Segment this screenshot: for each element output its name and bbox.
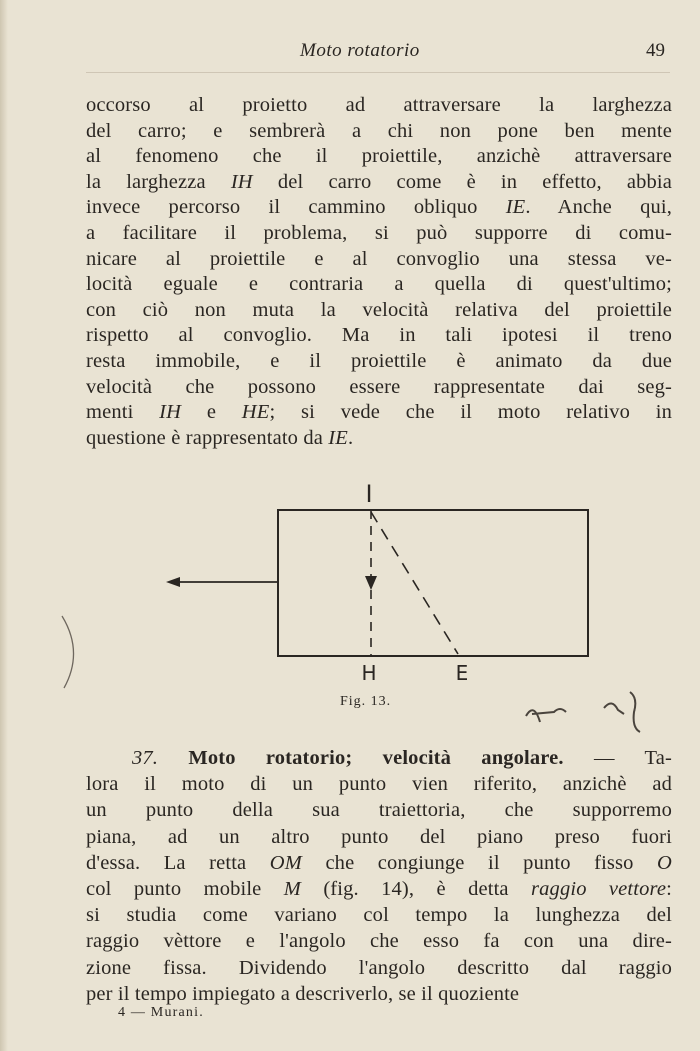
section-title: Moto rotatorio; velocità angolare. bbox=[188, 747, 564, 769]
section-heading-line bbox=[86, 745, 672, 771]
text-line: lora il moto di un punto vien riferito, anzichè ad bbox=[86, 773, 672, 796]
margin-bracket-mark bbox=[50, 612, 90, 692]
text-line: per il tempo impiegato a descriverlo, se il quoziente bbox=[86, 982, 520, 1005]
pencil-annotation-mark bbox=[520, 682, 660, 738]
section-37 bbox=[86, 745, 672, 1007]
text-line: occorso al proietto ad attraversare la larghezza bbox=[86, 94, 672, 116]
text-line: rispetto al convoglio. Ma in tali ipotesi il treno bbox=[86, 324, 672, 347]
body-paragraph bbox=[86, 93, 672, 451]
page-edge bbox=[0, 0, 8, 1051]
text-line: piana, ad un altro punto del piano preso fuori bbox=[86, 825, 672, 848]
text-line: nicare al proiettile e al convoglio una stessa ve- bbox=[86, 247, 672, 270]
figure-caption: Fig. 13. bbox=[340, 694, 392, 709]
text-line: con ciò non muta la velocità relativa del proiettile bbox=[86, 298, 672, 321]
text-line: menti IH e HE; si vede che il moto relativo in bbox=[86, 401, 672, 424]
text-line: col punto mobile M (fig. 14), è detta raggio vettore: bbox=[86, 878, 672, 901]
running-title: Moto rotatorio bbox=[300, 40, 420, 61]
text-line: raggio vèttore e l'angolo che esso fa con una dire- bbox=[86, 930, 672, 953]
text-line: locità eguale e contraria a quella di quest'ultimo; bbox=[86, 273, 672, 296]
text-line: la larghezza IH del carro come è in effetto, abbia bbox=[86, 170, 672, 193]
carriage-rectangle bbox=[278, 510, 588, 656]
page-number: 49 bbox=[646, 40, 665, 61]
label-H: H bbox=[361, 661, 377, 685]
text-line: zione fissa. Dividendo l'angolo descritto dal raggio bbox=[86, 956, 672, 979]
text-line: resta immobile, e il proiettile è animato da due bbox=[86, 349, 672, 372]
section-heading-dash: — Ta- bbox=[594, 747, 673, 769]
section-text bbox=[86, 771, 672, 1007]
text-line: si studia come variano col tempo la lunghezza del bbox=[86, 904, 672, 927]
text-line: invece percorso il cammino obliquo IE. Anche qui, bbox=[86, 196, 672, 219]
text-line: questione è rappresentato da IE. bbox=[86, 426, 354, 449]
segment-IE bbox=[371, 512, 458, 654]
text-line: velocità che possono essere rappresentate dai seg- bbox=[86, 375, 672, 398]
figure-13-diagram bbox=[150, 478, 610, 688]
text-line: a facilitare il problema, si può supporre di comu- bbox=[86, 221, 672, 244]
text-line: d'essa. La retta OM che congiunge il punto fisso O bbox=[86, 851, 673, 874]
text-line: un punto della sua traiettoria, che supporremo bbox=[86, 799, 672, 822]
label-E: E bbox=[455, 661, 469, 685]
header-rule bbox=[86, 72, 670, 73]
label-I: I bbox=[365, 480, 373, 508]
motion-arrow-head bbox=[166, 577, 180, 587]
text-line: del carro; e sembrerà a chi non pone ben mente bbox=[86, 119, 672, 142]
text-line: al fenomeno che il proiettile, anzichè attraversare bbox=[86, 145, 672, 168]
velocity-arrow-head bbox=[365, 576, 377, 590]
signature-footer: 4 — Murani. bbox=[118, 1005, 204, 1020]
section-number: 37. bbox=[132, 747, 159, 769]
